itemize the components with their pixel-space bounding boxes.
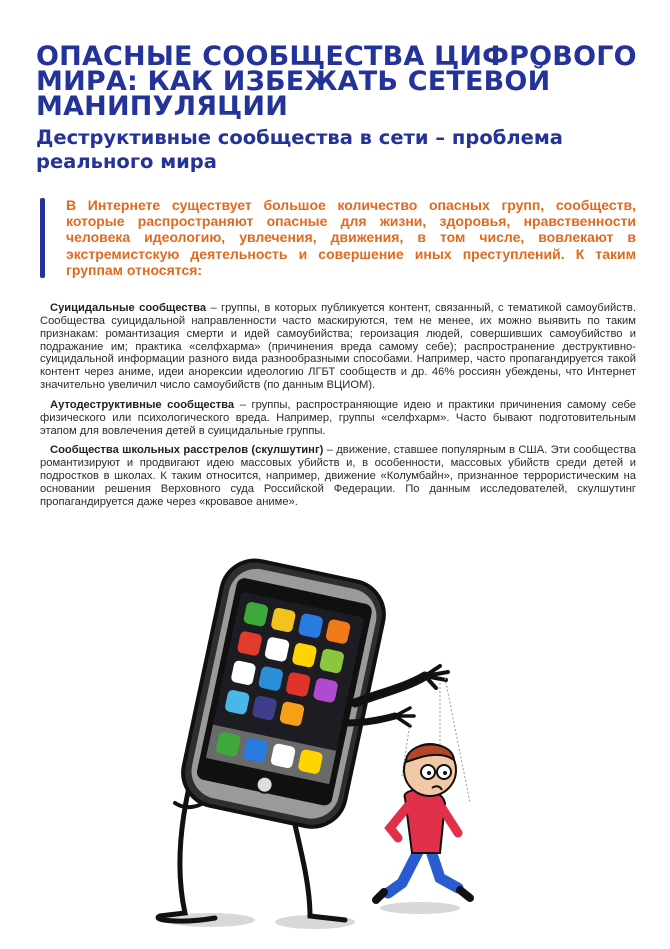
smartphone-puppeteer-illustration [140,548,540,940]
text-suicidal: – группы, в которых публикуется контент, связанный, с тематикой самоубийств. Сообщества суицидальной направленности часто маскируются, тем не менее, их можно выявить по таким признакам: романтизация смерти и идей самоубийства; героизация людей, совершивших самоубийство и подражание им; практика «селфхарма» (причинения вреда самому себе); распространение деструктивно-суицидальной информации разного вида разнообразными способами. Например, часто пропагандируется такой контент через аниме, идеи анорексии идеологию ЛГБТ сообществ и др. 46% россиян убеждены, что Интернет значительно увеличил число самоубийств (по данным ВЦИОМ). [40,302,636,392]
term-suicidal: Суицидальные сообщества [50,302,207,314]
puppeteer-hand-lower [395,708,414,726]
boy-puppet [376,744,470,900]
smartphone [177,554,390,833]
page-subtitle: Деструктивные сообщества в сети – проблема реального мира [36,126,563,173]
puppeteer-hand-upper [425,666,448,688]
text-autodestructive: – группы, распространяющие идею и практики причинения самому себе физического или психологического вреда. Например, группы «селфхарм». Часто бывают подготовительным этапом для вовлечения детей в суицидальные группы. [40,398,636,437]
term-autodestructive: Аутодеструктивные сообщества [50,398,235,411]
shadow-boy [380,902,460,914]
paragraph-autodestructive [40,399,636,438]
paragraph-school-shooting [40,444,636,508]
page-title: ОПАСНЫЕ СООБЩЕСТВА ЦИФРОВОГО МИРА: КАК ИЗБЕЖАТЬ СЕТЕВОЙ МАНИПУЛЯЦИИ [36,41,637,122]
lead-accent-bar [40,198,45,278]
article-body [40,302,636,516]
text-school-shooting: – движение, ставшее популярным в США. Эти сообщества романтизируют и продвигают идею массовых убийств и, в особенности, массовых убийств среди детей и подростков в школах. К таким относится, например, движение «Колумбайн», признанное террористическим на основании решения Верховного суда Российской Федерации. По данным исследователей, скулшутинг пропагандируется даже через «кровавое аниме». [40,444,636,508]
paragraph-suicidal [40,302,636,392]
lead-paragraph: В Интернете существует большое количество опасных групп, сообществ, которые распространяют опасные для жизни, здоровья, нравственности человека идеологию, увлечения, движения, в том числе, вовлекают в экстремистскую деятельность и совершение иных преступлений. К таким группам относятся: [66,197,636,278]
term-school-shooting: Сообщества школьных расстрелов (скулшутинг) [50,444,324,457]
